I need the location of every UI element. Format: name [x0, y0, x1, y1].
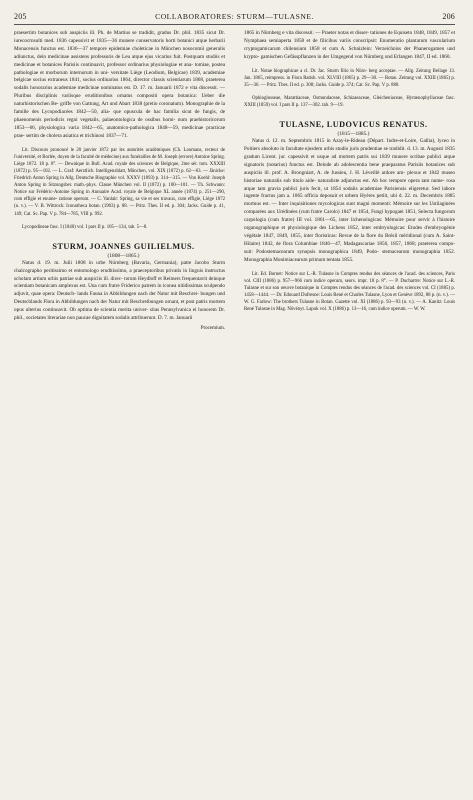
text-line: stemacearum monographia 1852. Monographia Monimiacearum	[244, 248, 455, 263]
page-number-left: 205	[14, 12, 27, 21]
left-column	[14, 30, 225, 332]
text-line: rosa atque tam gravia publici juris fecit, ut 1854 sodalis	[244, 177, 455, 192]
text-line: vol. XXIII (1865) p. 35—36. — Pritz. Thes. II ed. p. 308; Jacks.	[244, 75, 455, 88]
text-line: torum Heydloff et Reimers frequentavit deinque scientiam	[14, 275, 225, 290]
text-line: III vol. 1861—65, inter lichenologicas: Mémoire pour servir	[296, 217, 430, 224]
text-line: Von Koehl: Joseph Anton Spring in Sitzungsber. math.-phys.	[14, 176, 225, 189]
text-line: inter embryologicas: Etudes d'embryogénie végétale 1847,	[244, 225, 456, 239]
text-line: Duchartre: Notice sur L.-R. Tulasne et sur son oeuvre botanique	[244, 278, 456, 291]
entry-dates: (1808—1865.)	[107, 252, 140, 259]
text-line: in iconea nitidissimas sculpendo adjuvit, quae opera: Deutsch-	[14, 283, 225, 298]
text-line: vascularium cryptogamicarum chilensium 1858 et cum A.	[244, 37, 456, 52]
entry-heading: TULASNE, LUDOVICUS RENATUS.	[279, 120, 428, 130]
entry-heading: STURM, JOANNES GUILIELMUS.	[52, 241, 195, 251]
text-line: plexus et 1842 museo historiae naturalis sub titulo aide-	[244, 169, 456, 184]
text-line: ejus vicarius fuit. Postquam studiis et medicinae et botanices	[14, 53, 226, 68]
text-line: A. Brongniart, A. de Jussieu, J. H. Léveillé ardore am-	[284, 169, 406, 176]
text-line: periodicis regni vegetalis, palaeontologica de ossibus homi-	[43, 116, 176, 123]
biography-text	[244, 138, 455, 265]
contribution-citation	[14, 224, 225, 231]
text-line: Germania), patre Jacobo Sturm chalcographo peritissimo et	[14, 259, 226, 274]
right-column	[244, 30, 455, 332]
biography-text	[14, 260, 225, 323]
literature-references	[14, 147, 225, 218]
page-number-right: 206	[442, 12, 455, 21]
text-line: bene praeparatus Parisiis botanices sub auspiciis ill. prof.	[244, 161, 456, 176]
literature-references	[244, 68, 455, 89]
text-line: academiae Parisiensis eligeretur. Sed labore ingente fractus	[244, 185, 456, 200]
text-line: tradidit, gradus Dr. phil. 1835 sicut Dr. iurecocrnsulti med.	[14, 30, 226, 44]
text-line: à l'histoire organographique et physiologique des Lichens 1852,	[244, 217, 455, 232]
text-line: Monographie de la famille des Lycopodiacées 1842—50, alia-	[14, 101, 226, 116]
text-line: griffe von Gattung, Art und Abart 1838 (pretio coronatum).	[60, 101, 185, 108]
page-footer: Procemium.	[200, 325, 225, 331]
text-line: Növényt. Lapok vol. X (1886) p. 13—16, cum indice operum. —	[287, 307, 413, 313]
text-line: Natus d. 12. m. Septembris 1815 in Azay-le-Rideau	[252, 138, 366, 145]
text-line: in Flora Ratisb. vol. XLVIII (1865) p. 29—30. — Botan. Zeitung	[286, 75, 414, 81]
text-line: in Allg. Deutsche Biographie vol. XXXV (1893) p. 314—315. —	[60, 176, 188, 182]
text-line: (1885) p. 1458—1444. — Dr. Edouard Dufresne: Louis René	[244, 285, 455, 298]
biography-text	[244, 30, 455, 62]
spacer	[244, 109, 455, 119]
text-line: suit: Podostemacearum synopsis monographica 1849, Podo-	[244, 248, 379, 255]
text-line: medicinae nominatus est. D. 17. m. Januarii 1872 e vita	[77, 85, 198, 92]
text-line: p. 957—966 cum indice operum, seors. impr. 18 p. 8°. — P.	[277, 278, 399, 284]
running-header	[14, 12, 455, 25]
text-line: anatomico-pathologica 1848—59, medicinae practicae prae-	[14, 124, 225, 139]
running-title: COLLABORATORES: STURM—TULASNE.	[155, 12, 314, 21]
text-line: socius extraneus 1841, socius ordinarius 1864, director classis	[33, 77, 165, 84]
text-line: Fungi hypogaei 1851, Selecta fungorum carpologia (cum fratre)	[244, 209, 456, 224]
text-line: doyen de la faculté de médecine) aux funérailles de M. Joseph	[57, 154, 178, 160]
text-line: Lit. Discours prononcé le 20 janvier 1872 par les autorités	[22, 147, 144, 153]
text-line: 22. m. Decembris 1885 mortuus est. — Inter inquisitiones	[244, 193, 455, 208]
text-line: scientiarum 1868, praeterea sodalis honorarius academiae	[14, 77, 226, 92]
text-line: et Charles Tulasne, Lyon et Genève 1892, 88 p. (n. v.). — W. G.	[244, 292, 455, 305]
text-line: p. 137—302. tab. 9—19.	[295, 103, 344, 108]
text-line: botan. (1903) p. 88. — Pritz. Thes. II ed. p. 304; Jacks. Guide	[88, 204, 213, 210]
text-line: facultate ejusdem urbis studio juris prudentiae se tradidit.	[285, 146, 406, 152]
text-line: comparées aux Urédinées (cum fratre Carolo) 1847 et 1854,	[244, 209, 370, 216]
text-line: Natus d. 19. m. Julii 1808 in urbe Nürnberg (Bavaria,	[22, 259, 151, 266]
spacer	[14, 231, 225, 241]
text-line: botanicam amplexus est. Una cum fratre Friderico patrem	[35, 283, 156, 290]
text-line: discessit. — Pluribus disciplinis variisque eruditionibus ornatus	[14, 85, 225, 100]
text-line: tempore epidemiae choleticae in München nosocomii generalis	[89, 45, 225, 52]
text-line: Classe München vol. II (1872) p. 100—101. — Th. Schwann:	[98, 183, 226, 189]
text-line: 1836 capessivit et 1835—36 munere conservatoris horti	[56, 37, 176, 44]
text-line: in Comptes rendus des séances de l'acad. des sciences vol. CI	[315, 285, 436, 291]
text-line: ulterius continuavit. Ob optima de scientia merita univer-	[25, 307, 149, 314]
literature-references	[244, 271, 455, 314]
text-line: tab. 5—8.	[128, 224, 148, 230]
text-line: vol. XIX (1872) p. 62—63. — Jänicke: Friedrich Anton Spring	[14, 168, 225, 182]
biography-text	[14, 30, 225, 141]
text-line: gamischen Gefässpflanzen in der Umgegend von Nürnberg	[260, 53, 384, 60]
text-line: und Erlangen 1847, II ed. 1860.	[384, 53, 451, 60]
text-line: académiques (Ch. Loomans, recteur de l'université, et Borlée,	[14, 147, 225, 160]
text-line: cum effigie, Liège 1872 (n. v.). — V. B. Wittrock: Iconotheca	[14, 197, 225, 210]
text-line: ad mortem patris sui 1839 munere scribae publici atque	[331, 153, 456, 160]
text-line: num praehistoricorum 1853—66, physiologica varia 1842—65,	[14, 116, 226, 131]
text-line: berg acceptae. — Allg. Zeitung Beilage 13. Jan. 1865, reimpress.	[244, 68, 456, 81]
text-line: 1849, 1855, inter floristicas: Revue de la flore du Brésil	[276, 232, 398, 239]
text-line: compositi opera botanica: Ueber die naturhistorischen Be-	[14, 93, 225, 108]
text-line: versitate Liège (Leodium, Belgicae) 1839, academiae belgicae	[14, 69, 225, 84]
text-line: 1865 in Nürnberg e vita discessit. — Praeter notas et disser-	[244, 30, 369, 36]
text-line: jam a. 1865 officia deposuit et urbem Hyères petiit, ubi d.	[277, 193, 403, 200]
text-line: Belgique XL année (1874) p. 251—290, cum effigie et enume-	[14, 190, 225, 203]
text-line: lands Fauna in Abbildungen nach der Natur mit Beschrei-	[77, 291, 199, 298]
text-line: Lit. Ed. Bornet: Notice sur L.-R. Tulasne in Comptes	[252, 271, 358, 277]
text-line: Farlow: The brothers Tulasne in Botan. Gazette vol. XI (1886)	[256, 299, 380, 305]
text-line: (1872) p. 95—102. — L. Graf: Aerztlich. Intelligenzblatt, München,	[14, 168, 147, 174]
text-line: rendus des séances de l'acad. des sciences, Paris vol. CIII (1886)	[244, 271, 456, 284]
text-line: adiunctus, dein medicinae assistens professoris de Leu atque	[14, 53, 144, 60]
text-line: instructus scholam artium urbis patriae sub auspiciis ill. direc-	[14, 267, 225, 282]
text-line: W. W.	[413, 307, 426, 313]
contribution-citation	[244, 95, 455, 109]
text-line: que opuscula de hac familia sicut de fungis, de phaenomenis	[14, 109, 226, 123]
text-line: sitas Pennsylvanica ei honorem Dr. phil., societates literariae	[14, 307, 226, 322]
text-line: tationes de Equiseto 1848, 1849, 1857 et Nymphaea semiaperta	[244, 30, 456, 44]
text-line: 1858 et de filicibus variis conscripsit: Enumeratio plantarum	[293, 37, 428, 44]
text-line: primum tentata 1855.	[308, 256, 354, 263]
text-line: p. 41, 149; Cat. Sc. Pap. V p. 784—785, VIII p. 992.	[14, 204, 225, 217]
text-line: mycologicas sunt magni momenti: Mémoire sur les Ustilaginées	[318, 201, 455, 208]
text-line: Lit. Notae biographicae a cl. Dr. Jac. Sturm filio in Nürn-	[252, 68, 368, 74]
text-line: (Départ. Indre-et-Loire, Gallia), lyceo in Poitiers absoluto in	[244, 138, 456, 152]
text-line: signatoris (notarius) functus est. Deinde ab adolescentia	[244, 161, 367, 168]
text-line: Ophioglosseae, Marattiaceae, Osmundaceae, Schizaeaceae,	[252, 95, 371, 101]
text-line: p. 93—93 (n. v.). — A. Kanitz: Louis René Tulasne in Mag.	[244, 299, 456, 313]
entry-dates: (1815—1885.)	[337, 131, 370, 138]
text-line: ratione operum. — C. Vanlair: Spring, sa vie et ses travaux,	[58, 197, 177, 203]
text-line: méridional (cum A. Saint-Hilaire) 1842, de flora Columbiae	[244, 232, 456, 247]
text-line: Schnizlein: Verzeichniss der Phanerogamen und krypto-	[244, 45, 456, 60]
text-line: entomologo eruditissimo, a praeceptoribus privatis in linguis	[74, 267, 204, 274]
text-line: bungen und Deutschlands Flora in Abbildungen nach der	[14, 291, 226, 306]
text-line: naturaliste adjunctus est. Ab hoc tempore opera tam nume-	[317, 177, 445, 184]
text-line: (errore) Antoine Spring. Liège 1872. 18 p. 8°. — Dewalque in	[14, 154, 225, 167]
text-line: Lycopodineae fasc. I (1840) vol. I pars II p. 105—134,	[22, 224, 128, 230]
text-line: Bull. Acad. royale des sciences de Belgique, 2me sér. tom. XXXIII	[91, 161, 225, 167]
text-line: tomiae, postea pathologiae et morborum internorum in uni-	[14, 61, 226, 76]
text-line: d. 13. m. Augusti 1835 gradum Licent. jur. capessivit et usque	[244, 146, 456, 160]
text-line: 1846—47, Madagascariae 1856, 1857, 1868; praeterea compo-	[319, 240, 455, 247]
text-line: Parisiis continuavit, professor ordinarius physiologiae et ana-	[63, 61, 194, 68]
text-line: Notice sur Frédéric-Antoine Spring in Annuaire Acad. royale de	[14, 190, 143, 196]
text-line: botanici atque herbarii Monacensis functus est. 1836—37	[14, 37, 226, 52]
text-line: Natur mit Beschreibungen ornant, et post patris mortem opus	[14, 299, 226, 314]
text-line: non paucae dignitatem sodalis attribuerunt. D. 7. m. Januarii	[67, 315, 193, 322]
text-line: praesertim botanices sub auspiciis ill. Ph. de Martius se	[14, 30, 137, 36]
text-line: Guide p. 374; Cat. Sc. Pap. V p. 880.	[328, 82, 400, 88]
text-line: sertim de cholera asiatica et trichinosi 1837—71.	[25, 132, 128, 139]
text-line: Gleicheniaceae, Hymenophyllaceae fasc. XXIII (1859) vol. I pars II	[244, 95, 455, 108]
